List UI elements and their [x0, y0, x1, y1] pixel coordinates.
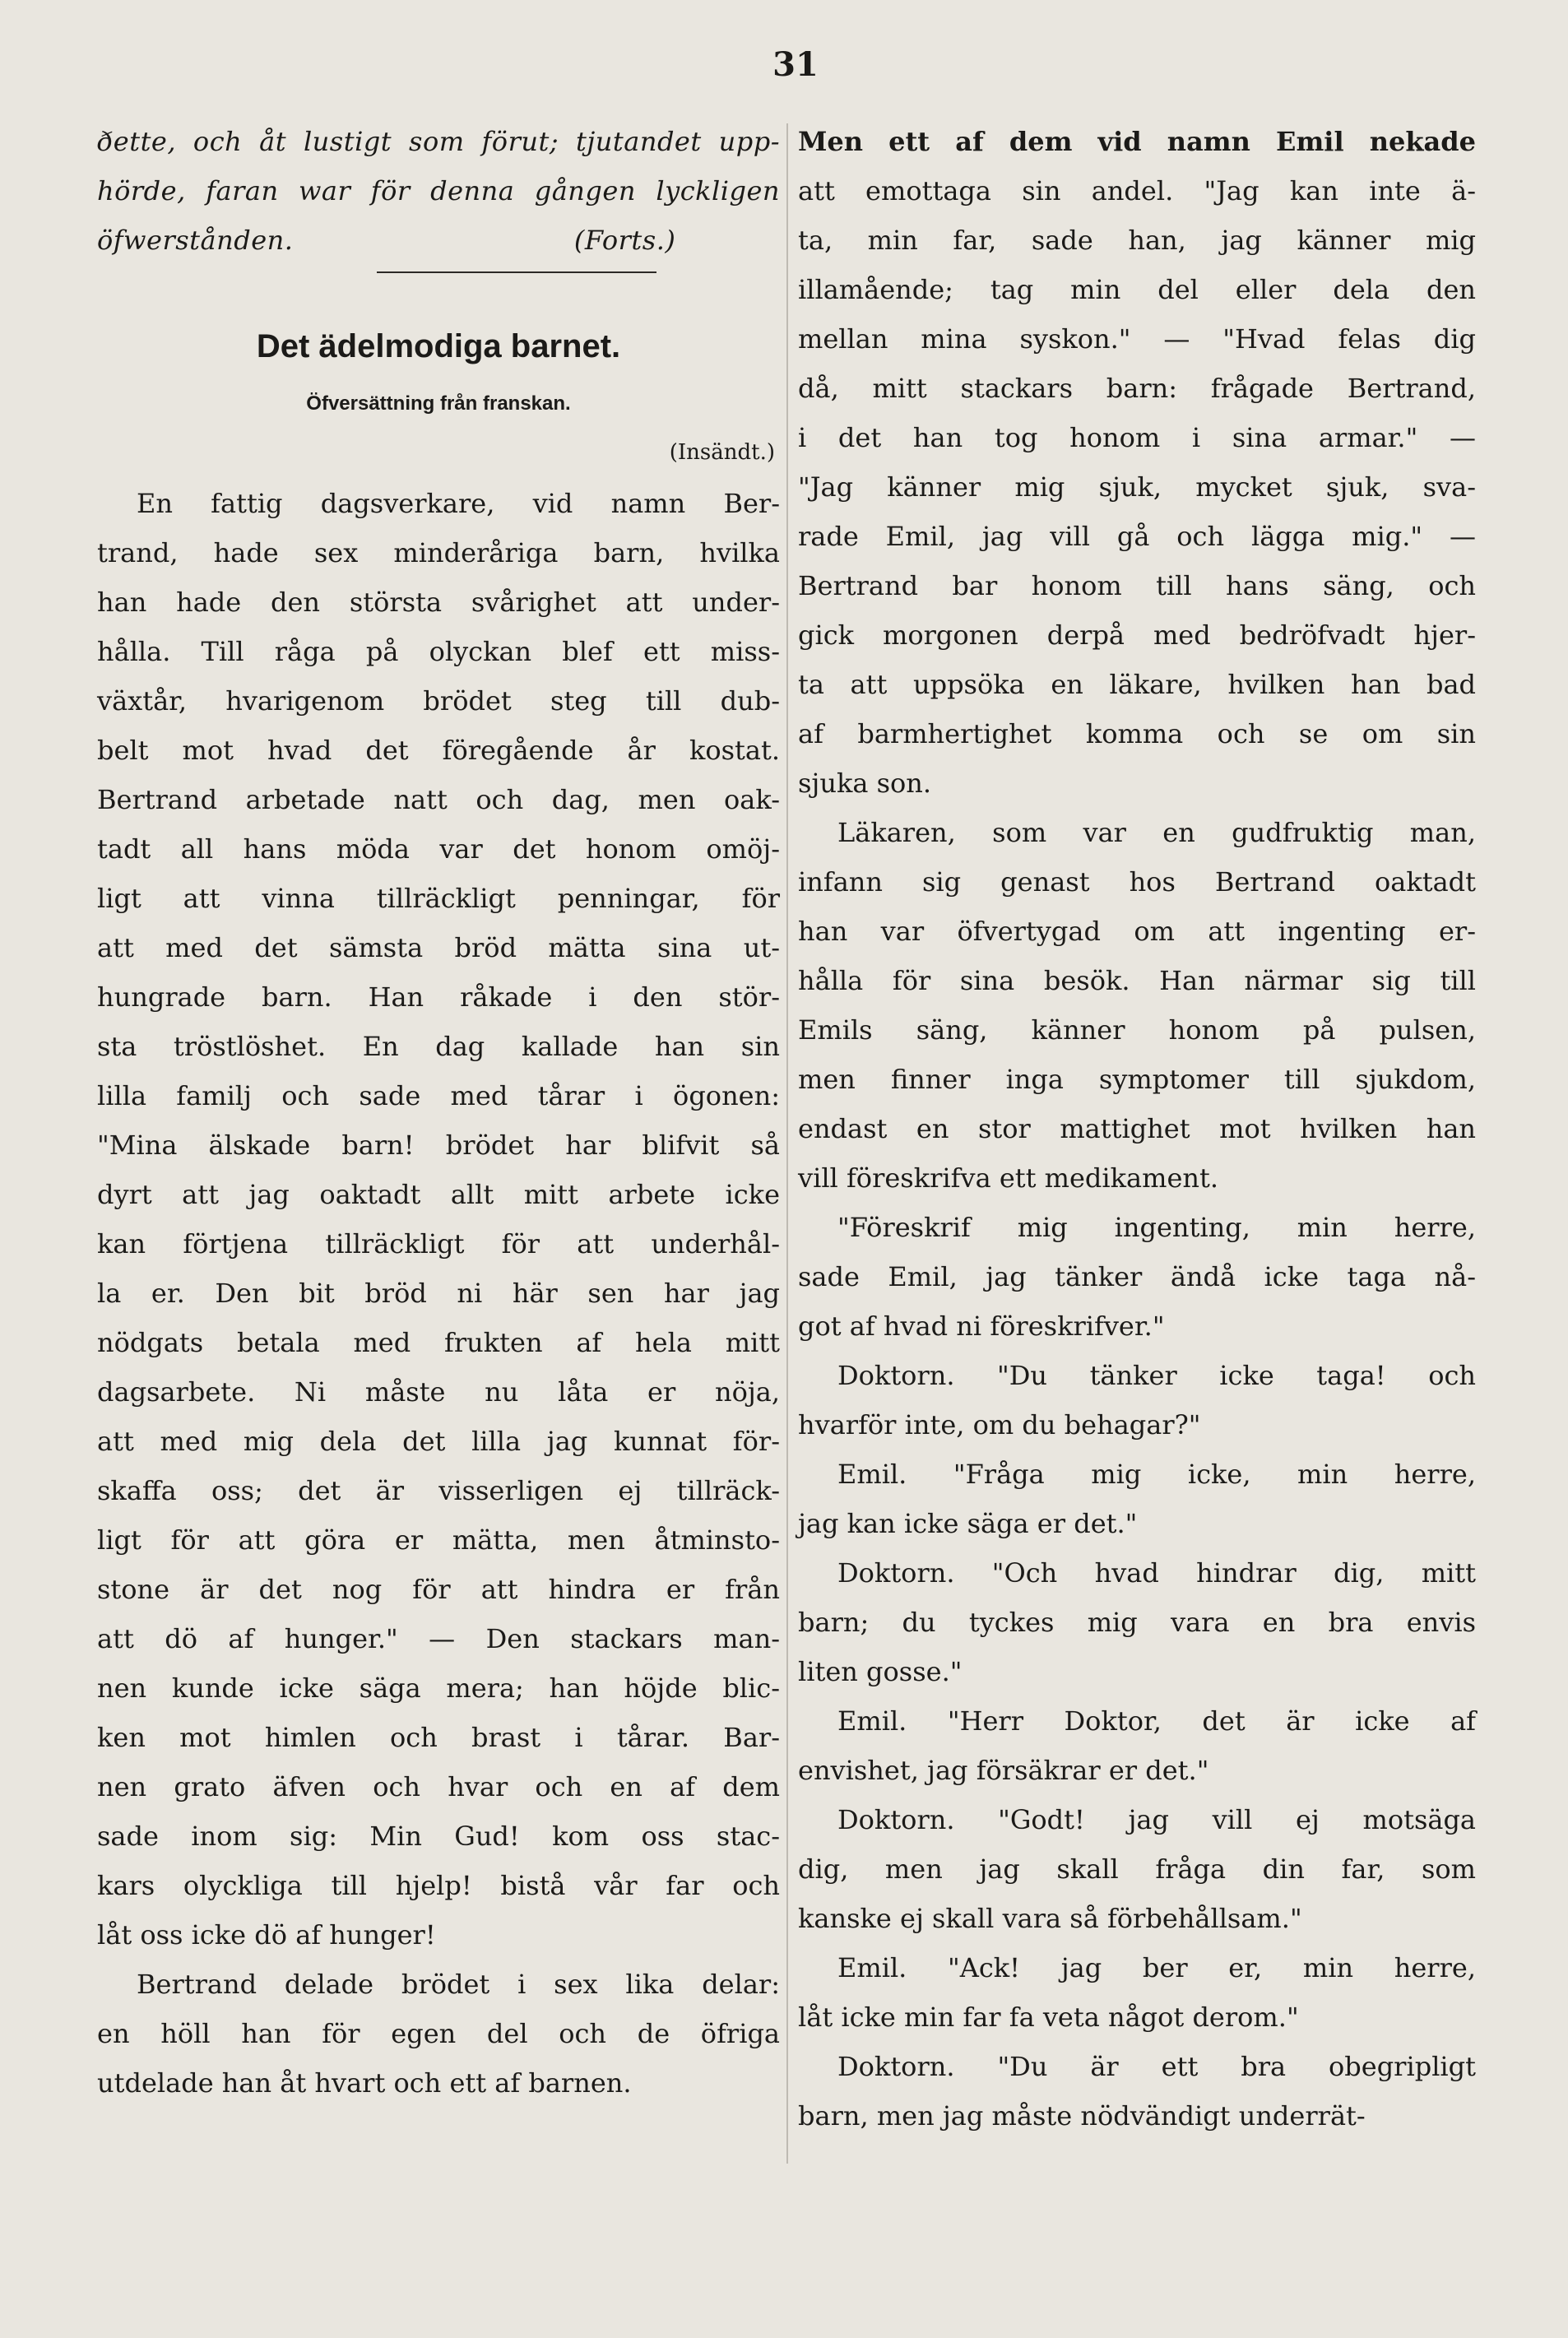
text-line: nödgats betala med frukten af hela mitt — [97, 1327, 780, 1358]
intro-line: öfwerstånden. (Forts.) — [97, 225, 676, 256]
text-line: sta tröstlöshet. En dag kallade han sin — [97, 1031, 780, 1062]
text-line: barn, men jag måste nödvändigt underrät- — [798, 2100, 1366, 2132]
text-line: got af hvad ni föreskrifver." — [798, 1310, 1165, 1342]
text-line: "Föreskrif mig ingenting, min herre, — [837, 1212, 1476, 1243]
column-divider — [786, 123, 788, 2164]
text-line: rade Emil, jag vill gå och lägga mig." — — [798, 521, 1476, 552]
text-line: att med mig dela det lilla jag kunnat för- — [97, 1426, 780, 1457]
text-line: låt icke min far fa veta något derom." — [798, 2002, 1299, 2033]
text-line: kan förtjena tillräckligt för att underhål- — [97, 1228, 780, 1259]
text-line: sade Emil, jag tänker ändå icke taga nå- — [798, 1261, 1476, 1292]
right-column — [798, 117, 1476, 2141]
text-line: hålla. Till råga på olyckan blef ett miss- — [97, 636, 780, 667]
text-line: ligt för att göra er mätta, men åtminsto- — [97, 1524, 780, 1556]
text-line: då, mitt stackars barn: frågade Bertrand, — [798, 373, 1476, 404]
text-line: dagsarbete. Ni måste nu låta er nöja, — [97, 1376, 780, 1408]
text-line: jag kan icke säga er det." — [798, 1508, 1138, 1539]
article-subtitle: Öfversättning från franskan. — [306, 392, 571, 415]
text-line: en höll han för egen del och de öfriga — [97, 2018, 780, 2049]
text-line: endast en stor mattighet mot hvilken han — [798, 1113, 1476, 1144]
text-line: infann sig genast hos Bertrand oaktadt — [798, 866, 1476, 898]
text-line: vill föreskrifva ett medikament. — [798, 1162, 1219, 1194]
text-line: ligt att vinna tillräckligt penningar, för — [97, 883, 780, 914]
text-line: "Mina älskade barn! brödet har blifvit så — [97, 1130, 780, 1161]
text-line: växtår, hvarigenom brödet steg till dub- — [97, 685, 780, 717]
text-line: trand, hade sex minderåriga barn, hvilka — [97, 537, 780, 568]
text-line: Emil. "Herr Doktor, det är icke af — [837, 1705, 1476, 1737]
text-line: hvarför inte, om du behagar?" — [798, 1409, 1201, 1440]
text-line: men finner inga symptomer till sjukdom, — [798, 1064, 1476, 1095]
text-line: "Jag känner mig sjuk, mycket sjuk, sva- — [798, 471, 1476, 503]
text-line: Bertrand arbetade natt och dag, men oak- — [97, 784, 780, 815]
text-line: att dö af hunger." — Den stackars man- — [97, 1623, 780, 1654]
text-line: hålla för sina besök. Han närmar sig till — [798, 965, 1476, 996]
text-line: Doktorn. "Och hvad hindrar dig, mitt — [837, 1557, 1476, 1589]
text-line: kars olyckliga till hjelp! bistå vår far och — [97, 1870, 780, 1901]
text-line: mellan mina syskon." — "Hvad felas dig — [798, 323, 1476, 355]
text-line: nen kunde icke säga mera; han höjde blic- — [97, 1672, 780, 1704]
section-divider — [97, 265, 780, 311]
text-line: Emil. "Ack! jag ber er, min herre, — [837, 1952, 1476, 1983]
text-line: Doktorn. "Du tänker icke taga! och — [837, 1360, 1476, 1391]
text-line: barn; du tyckes mig vara en bra envis — [798, 1607, 1476, 1638]
text-line: ta att uppsöka en läkare, hvilken han bad — [798, 669, 1476, 700]
text-line: Bertrand delade brödet i sex lika delar: — [137, 1969, 780, 2000]
page-number: 31 — [772, 45, 819, 84]
text-line: nen grato äfven och hvar och en af dem — [97, 1771, 780, 1802]
text-line: låt oss icke dö af hunger! — [97, 1919, 436, 1951]
text-line: i det han tog honom i sina armar." — — [798, 422, 1476, 453]
text-line: lilla familj och sade med tårar i ögonen: — [97, 1080, 780, 1111]
text-line: Men ett af dem vid namn Emil nekade — [798, 126, 1476, 157]
text-line: han var öfvertygad om att ingenting er- — [798, 916, 1476, 947]
text-line: sjuka son. — [798, 768, 932, 799]
text-line: utdelade han åt hvart och ett af barnen. — [97, 2067, 632, 2099]
left-column — [97, 117, 780, 2108]
intro-line: hörde, faran war för denna gången lyckligen — [97, 175, 780, 206]
text-line: Doktorn. "Du är ett bra obegripligt — [837, 2051, 1476, 2082]
text-line: envishet, jag försäkrar er det." — [798, 1755, 1209, 1786]
text-line: hungrade barn. Han råkade i den stör- — [97, 981, 780, 1013]
text-line: Läkaren, som var en gudfruktig man, — [837, 817, 1476, 848]
text-line: la er. Den bit bröd ni här sen har jag — [97, 1278, 780, 1309]
text-line: illamående; tag min del eller dela den — [798, 274, 1476, 305]
text-line: dyrt att jag oaktadt allt mitt arbete icke — [97, 1179, 780, 1210]
text-line: skaffa oss; det är visserligen ej tillräck- — [97, 1475, 780, 1506]
text-line: att emottaga sin andel. "Jag kan inte ä- — [798, 175, 1476, 206]
intro-block — [97, 117, 780, 265]
text-line: belt mot hvad det föregående år kostat. — [97, 735, 780, 766]
text-line: dig, men jag skall fråga din far, som — [798, 1853, 1476, 1885]
intro-line: ðette, och åt lustigt som förut; tjutandet upp- — [97, 126, 780, 157]
text-line: sade inom sig: Min Gud! kom oss stac- — [97, 1821, 780, 1852]
text-line: ken mot himlen och brast i tårar. Bar- — [97, 1722, 780, 1753]
text-line: gick morgonen derpå med bedröfvadt hjer- — [798, 619, 1476, 651]
text-line: tadt all hans möda var det honom omöj- — [97, 833, 780, 865]
text-line: af barmhertighet komma och se om sin — [798, 718, 1476, 749]
text-line: ta, min far, sade han, jag känner mig — [798, 225, 1476, 256]
text-line: Bertrand bar honom till hans säng, och — [798, 570, 1476, 601]
text-line: kanske ej skall vara så förbehållsam." — [798, 1903, 1302, 1934]
text-line: liten gosse." — [798, 1656, 963, 1687]
text-line: att med det sämsta bröd mätta sina ut- — [97, 932, 780, 963]
article-body-right — [798, 117, 1476, 2141]
text-line: En fattig dagsverkare, vid namn Ber- — [137, 488, 780, 519]
article-title: Det ädelmodiga barnet. — [256, 328, 621, 364]
text-line: han hade den största svårighet att under- — [97, 587, 780, 618]
text-line: stone är det nog för att hindra er från — [97, 1574, 780, 1605]
text-line: Doktorn. "Godt! jag vill ej motsäga — [837, 1804, 1476, 1835]
article-body-left — [97, 479, 780, 2108]
text-line: Emil. "Fråga mig icke, min herre, — [837, 1459, 1476, 1490]
submitted-note: (Insändt.) — [669, 440, 775, 465]
text-line: Emils säng, känner honom på pulsen, — [798, 1014, 1476, 1046]
